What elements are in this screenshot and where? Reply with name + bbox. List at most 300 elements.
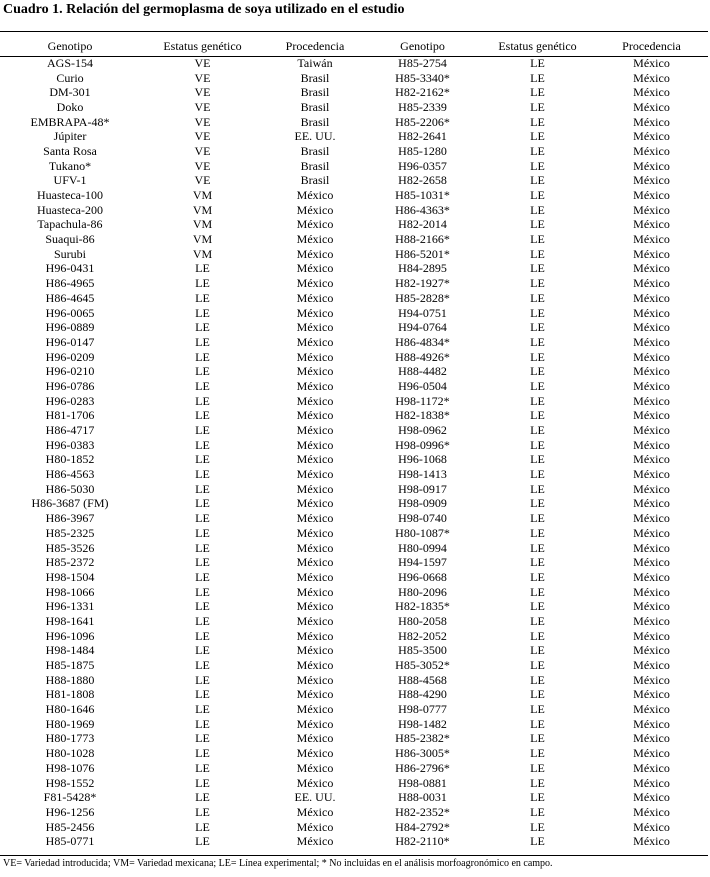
cell-genotipo: H96-0283 [45, 393, 95, 408]
cell-genotipo: H85-0771 [45, 834, 95, 849]
cell-genotipo: Surubi [53, 246, 86, 261]
cell-genotipo: H88-1880 [45, 672, 95, 687]
cell-estatus: LE [530, 55, 545, 70]
cell-estatus: LE [195, 687, 210, 702]
cell-procedencia: México [633, 408, 670, 423]
table-row [0, 320, 708, 335]
cell-procedencia: México [633, 217, 670, 232]
cell-procedencia: México [296, 834, 334, 849]
table-row [0, 232, 708, 247]
cell-genotipo: H98-1066 [45, 584, 95, 599]
cell-genotipo: Santa Rosa [43, 143, 97, 158]
cell-estatus: LE [530, 114, 545, 129]
cell-procedencia: México [296, 760, 334, 775]
table-row [0, 599, 708, 614]
cell-estatus: LE [530, 173, 545, 188]
cell-genotipo: H98-1484 [45, 643, 95, 658]
cell-genotipo: H86-5030 [45, 481, 95, 496]
cell-procedencia: México [296, 804, 334, 819]
cell-estatus: LE [195, 408, 210, 423]
cell-estatus: VE [194, 99, 211, 114]
cell-estatus: LE [195, 423, 210, 438]
cell-estatus: LE [195, 261, 210, 276]
cell-genotipo: H98-1482 [398, 716, 447, 731]
cell-estatus: LE [530, 819, 545, 834]
cell-procedencia: México [633, 467, 670, 482]
header-estatus-2: Estatus genético [498, 38, 577, 53]
cell-genotipo: Huasteca-100 [37, 188, 103, 203]
cell-genotipo: H96-1068 [398, 452, 447, 467]
cell-genotipo: H96-1331 [45, 599, 95, 614]
cell-estatus: LE [530, 393, 545, 408]
cell-genotipo: H82-1838* [395, 408, 450, 423]
cell-estatus: LE [195, 599, 210, 614]
table-row [0, 629, 708, 644]
cell-procedencia: México [296, 261, 334, 276]
cell-estatus: LE [530, 540, 545, 555]
cell-estatus: LE [195, 511, 210, 526]
cell-procedencia: México [633, 555, 670, 570]
table-row [0, 276, 708, 291]
cell-procedencia: México [633, 775, 670, 790]
cell-procedencia: México [296, 276, 334, 291]
cell-procedencia: México [633, 687, 670, 702]
cell-genotipo: H80-0994 [398, 540, 447, 555]
table-row [0, 732, 708, 747]
cell-procedencia: México [633, 393, 670, 408]
cell-procedencia: México [296, 188, 334, 203]
cell-genotipo: H86-3967 [45, 511, 95, 526]
cell-genotipo: H96-0209 [45, 349, 95, 364]
cell-genotipo: H86-4363* [395, 202, 450, 217]
cell-estatus: LE [195, 334, 210, 349]
cell-estatus: LE [530, 378, 545, 393]
table-row [0, 350, 708, 365]
cell-procedencia: México [633, 232, 670, 247]
cell-estatus: VM [192, 246, 213, 261]
cell-estatus: LE [530, 305, 545, 320]
table-row [0, 585, 708, 600]
table-row [0, 453, 708, 468]
cell-procedencia: México [296, 569, 334, 584]
cell-genotipo: H88-4482 [398, 364, 447, 379]
cell-estatus: LE [530, 334, 545, 349]
cell-estatus: LE [195, 584, 210, 599]
cell-procedencia: México [633, 672, 670, 687]
cell-genotipo: H85-2382* [395, 731, 450, 746]
cell-estatus: LE [530, 834, 545, 849]
cell-genotipo: H85-2339 [398, 99, 447, 114]
cell-genotipo: Doko [56, 99, 84, 114]
cell-procedencia: México [296, 555, 334, 570]
table-row [0, 203, 708, 218]
cell-estatus: LE [195, 467, 210, 482]
cell-genotipo: H98-1552 [45, 775, 95, 790]
header-estatus-1: Estatus genético [163, 38, 242, 53]
cell-procedencia: México [296, 246, 334, 261]
cell-procedencia: México [633, 746, 670, 761]
cell-genotipo: H94-0751 [398, 305, 447, 320]
table-row [0, 526, 708, 541]
cell-estatus: LE [195, 672, 210, 687]
cell-procedencia: México [633, 276, 670, 291]
cell-procedencia: México [633, 173, 670, 188]
cell-estatus: VM [192, 188, 213, 203]
cell-procedencia: México [633, 804, 670, 819]
cell-genotipo: H85-1280 [398, 143, 447, 158]
cell-genotipo: H80-2096 [398, 584, 447, 599]
cell-procedencia: Brasil [300, 143, 330, 158]
cell-estatus: VE [194, 158, 211, 173]
table-row [0, 188, 708, 203]
table-row [0, 247, 708, 262]
cell-procedencia: EE. UU. [294, 790, 336, 805]
table-row [0, 511, 708, 526]
cell-genotipo: H98-0917 [398, 481, 447, 496]
cell-estatus: LE [195, 305, 210, 320]
table-row [0, 423, 708, 438]
cell-procedencia: México [633, 158, 670, 173]
cell-procedencia: Brasil [300, 99, 330, 114]
cell-procedencia: México [633, 716, 670, 731]
cell-genotipo: Tukano* [48, 158, 92, 173]
cell-procedencia: México [633, 114, 670, 129]
cell-estatus: VE [194, 129, 211, 144]
cell-estatus: LE [195, 658, 210, 673]
cell-procedencia: México [296, 628, 334, 643]
cell-genotipo: H85-1031* [395, 188, 450, 203]
cell-estatus: LE [195, 320, 210, 335]
cell-estatus: LE [530, 261, 545, 276]
cell-procedencia: Brasil [300, 173, 330, 188]
cell-genotipo: H98-0962 [398, 423, 447, 438]
cell-procedencia: México [296, 232, 334, 247]
cell-procedencia: México [296, 217, 334, 232]
cell-genotipo: H88-4290 [398, 687, 447, 702]
cell-estatus: LE [530, 452, 545, 467]
cell-estatus: LE [530, 643, 545, 658]
top-rule [0, 31, 708, 32]
cell-genotipo: Tapachula-86 [37, 217, 103, 232]
cell-procedencia: México [633, 334, 670, 349]
cell-procedencia: México [633, 628, 670, 643]
caption-text: Relación del germoplasma de soya utilizado en el estudio [66, 2, 405, 17]
cell-procedencia: México [296, 423, 334, 438]
cell-genotipo: H88-2166* [395, 232, 450, 247]
cell-estatus: LE [195, 555, 210, 570]
cell-genotipo: H94-0764 [398, 320, 447, 335]
cell-estatus: LE [530, 99, 545, 114]
cell-estatus: LE [530, 775, 545, 790]
cell-estatus: LE [195, 452, 210, 467]
cell-genotipo: H86-4563 [45, 467, 95, 482]
cell-estatus: LE [530, 290, 545, 305]
cell-genotipo: Curio [56, 70, 84, 85]
cell-genotipo: H80-1646 [45, 702, 95, 717]
cell-procedencia: Brasil [300, 158, 330, 173]
cell-genotipo: Suaqui-86 [45, 232, 95, 247]
cell-genotipo: H86-4965 [45, 276, 95, 291]
cell-procedencia: México [633, 85, 670, 100]
cell-genotipo: H85-3340* [395, 70, 450, 85]
cell-genotipo: H86-5201* [395, 246, 450, 261]
cell-estatus: LE [530, 511, 545, 526]
cell-procedencia: México [296, 775, 334, 790]
table-row [0, 71, 708, 86]
cell-genotipo: AGS-154 [46, 55, 93, 70]
cell-procedencia: México [296, 320, 334, 335]
cell-estatus: LE [195, 731, 210, 746]
cell-genotipo: H98-0881 [398, 775, 447, 790]
cell-procedencia: México [633, 525, 670, 540]
cell-estatus: LE [530, 525, 545, 540]
table-row [0, 335, 708, 350]
table-row [0, 702, 708, 717]
cell-procedencia: México [633, 143, 670, 158]
cell-estatus: LE [195, 540, 210, 555]
cell-procedencia: México [296, 731, 334, 746]
cell-estatus: LE [195, 643, 210, 658]
cell-procedencia: México [633, 246, 670, 261]
cell-procedencia: México [296, 613, 334, 628]
cell-estatus: LE [530, 364, 545, 379]
cell-estatus: LE [530, 408, 545, 423]
cell-genotipo: H81-1808 [45, 687, 95, 702]
footnote: VE= Variedad introducida; VM= Variedad mexicana; LE= Línea experimental; * No incluidas en el análisis morfoagronómico en campo. [3, 858, 553, 869]
cell-procedencia: México [633, 55, 670, 70]
table-row [0, 644, 708, 659]
cell-estatus: LE [530, 790, 545, 805]
cell-estatus: LE [195, 349, 210, 364]
cell-procedencia: México [633, 790, 670, 805]
table-row [0, 159, 708, 174]
cell-procedencia: México [633, 99, 670, 114]
cell-procedencia: México [633, 202, 670, 217]
cell-estatus: VE [194, 85, 211, 100]
table-row [0, 409, 708, 424]
cell-genotipo: H82-2014 [398, 217, 447, 232]
cell-procedencia: México [296, 658, 334, 673]
cell-procedencia: México [633, 349, 670, 364]
table-row [0, 746, 708, 761]
cell-estatus: LE [530, 804, 545, 819]
cell-procedencia: México [296, 643, 334, 658]
cell-procedencia: México [633, 643, 670, 658]
table-row [0, 100, 708, 115]
germplasm-table [0, 35, 708, 849]
cell-estatus: LE [195, 525, 210, 540]
cell-estatus: LE [195, 481, 210, 496]
cell-estatus: LE [195, 496, 210, 511]
cell-genotipo: F81-5428* [43, 790, 97, 805]
cell-estatus: LE [530, 202, 545, 217]
table-row [0, 820, 708, 835]
cell-procedencia: México [296, 437, 334, 452]
cell-procedencia: México [633, 437, 670, 452]
cell-estatus: LE [195, 569, 210, 584]
cell-genotipo: H80-2058 [398, 613, 447, 628]
cell-estatus: LE [530, 276, 545, 291]
cell-estatus: LE [530, 320, 545, 335]
table-row [0, 673, 708, 688]
cell-genotipo: H98-1641 [45, 613, 95, 628]
table-caption [3, 2, 404, 18]
cell-procedencia: México [296, 467, 334, 482]
cell-estatus: LE [530, 496, 545, 511]
cell-genotipo: H96-0786 [45, 378, 95, 393]
cell-estatus: LE [530, 584, 545, 599]
cell-procedencia: México [296, 481, 334, 496]
cell-genotipo: H88-4926* [395, 349, 450, 364]
cell-genotipo: H86-4717 [45, 423, 95, 438]
cell-genotipo: H85-2325 [45, 525, 95, 540]
cell-genotipo: H86-3687 (FM) [31, 496, 109, 511]
cell-estatus: LE [530, 599, 545, 614]
cell-procedencia: México [633, 599, 670, 614]
cell-estatus: LE [530, 437, 545, 452]
table-row [0, 56, 708, 71]
cell-genotipo: H82-2641 [398, 129, 447, 144]
cell-genotipo: H98-1076 [45, 760, 95, 775]
cell-estatus: LE [530, 188, 545, 203]
cell-genotipo: H98-0909 [398, 496, 447, 511]
cell-genotipo: H82-2162* [395, 85, 450, 100]
cell-procedencia: México [296, 584, 334, 599]
cell-procedencia: México [296, 408, 334, 423]
cell-estatus: LE [530, 672, 545, 687]
cell-genotipo: H98-0996* [395, 437, 450, 452]
table-row [0, 834, 708, 849]
cell-estatus: LE [530, 85, 545, 100]
cell-genotipo: H80-1969 [45, 716, 95, 731]
cell-genotipo: H80-1087* [395, 525, 450, 540]
cell-estatus: LE [530, 628, 545, 643]
cell-genotipo: H85-1875 [45, 658, 95, 673]
cell-procedencia: México [633, 760, 670, 775]
cell-genotipo: H96-0357 [398, 158, 447, 173]
cell-estatus: LE [530, 246, 545, 261]
cell-procedencia: México [296, 525, 334, 540]
cell-procedencia: México [296, 672, 334, 687]
cell-genotipo: H85-3052* [395, 658, 450, 673]
cell-estatus: LE [530, 702, 545, 717]
cell-estatus: LE [530, 232, 545, 247]
cell-genotipo: H98-0740 [398, 511, 447, 526]
cell-genotipo: H96-0668 [398, 569, 447, 584]
cell-genotipo: H85-2828* [395, 290, 450, 305]
cell-genotipo: H96-1096 [45, 628, 95, 643]
cell-estatus: LE [530, 569, 545, 584]
cell-estatus: VE [194, 55, 211, 70]
cell-genotipo: H86-3005* [395, 746, 450, 761]
cell-genotipo: H94-1597 [398, 555, 447, 570]
cell-genotipo: DM-301 [49, 85, 91, 100]
cell-procedencia: México [633, 261, 670, 276]
cell-estatus: LE [195, 834, 210, 849]
table-row [0, 394, 708, 409]
cell-estatus: LE [195, 378, 210, 393]
table-row [0, 717, 708, 732]
cell-procedencia: México [633, 819, 670, 834]
cell-genotipo: H96-0147 [45, 334, 95, 349]
cell-procedencia: México [296, 305, 334, 320]
cell-procedencia: México [633, 481, 670, 496]
cell-estatus: LE [195, 716, 210, 731]
header-procedencia-2: Procedencia [622, 38, 681, 53]
cell-estatus: LE [530, 746, 545, 761]
cell-genotipo: H96-1256 [45, 804, 95, 819]
cell-estatus: LE [195, 790, 210, 805]
cell-estatus: VE [194, 70, 211, 85]
cell-genotipo: H98-0777 [398, 702, 447, 717]
cell-procedencia: México [633, 834, 670, 849]
cell-estatus: LE [195, 819, 210, 834]
cell-procedencia: México [633, 452, 670, 467]
cell-estatus: LE [530, 716, 545, 731]
table-row [0, 570, 708, 585]
table-row [0, 541, 708, 556]
cell-procedencia: México [296, 746, 334, 761]
cell-procedencia: México [296, 452, 334, 467]
cell-estatus: LE [195, 276, 210, 291]
cell-procedencia: México [633, 613, 670, 628]
header-row [0, 35, 708, 56]
cell-genotipo: H86-4645 [45, 290, 95, 305]
cell-genotipo: H96-0504 [398, 378, 447, 393]
cell-genotipo: H80-1028 [45, 746, 95, 761]
cell-genotipo: Huasteca-200 [37, 202, 103, 217]
cell-procedencia: México [296, 378, 334, 393]
cell-genotipo: H96-0065 [45, 305, 95, 320]
cell-procedencia: México [633, 511, 670, 526]
cell-procedencia: México [633, 584, 670, 599]
table-row [0, 174, 708, 189]
cell-genotipo: H80-1773 [45, 731, 95, 746]
table-row [0, 688, 708, 703]
table-row [0, 482, 708, 497]
cell-genotipo: H96-0210 [45, 364, 95, 379]
cell-genotipo: EMBRAPA-48* [30, 114, 110, 129]
cell-genotipo: UFV-1 [53, 173, 87, 188]
cell-estatus: LE [530, 467, 545, 482]
cell-procedencia: México [296, 687, 334, 702]
cell-genotipo: H96-0889 [45, 320, 95, 335]
cell-estatus: LE [195, 760, 210, 775]
cell-procedencia: Brasil [300, 85, 330, 100]
table-row [0, 776, 708, 791]
cell-genotipo: H98-1172* [395, 393, 450, 408]
header-genotipo-1: Genotipo [47, 38, 93, 53]
cell-genotipo: H85-2754 [398, 55, 447, 70]
cell-estatus: LE [530, 658, 545, 673]
table-row [0, 364, 708, 379]
cell-estatus: LE [530, 143, 545, 158]
table-row [0, 129, 708, 144]
table-row [0, 144, 708, 159]
cell-procedencia: México [296, 511, 334, 526]
cell-genotipo: H88-4568 [398, 672, 447, 687]
cell-procedencia: Brasil [300, 70, 330, 85]
cell-estatus: VM [192, 232, 213, 247]
cell-estatus: LE [195, 746, 210, 761]
cell-estatus: LE [530, 481, 545, 496]
cell-genotipo: H85-2456 [45, 819, 95, 834]
caption-label: Cuadro 1. [3, 2, 63, 17]
cell-genotipo: H82-2052 [398, 628, 447, 643]
cell-estatus: LE [195, 437, 210, 452]
table-row [0, 614, 708, 629]
cell-genotipo: H96-0431 [45, 261, 95, 276]
